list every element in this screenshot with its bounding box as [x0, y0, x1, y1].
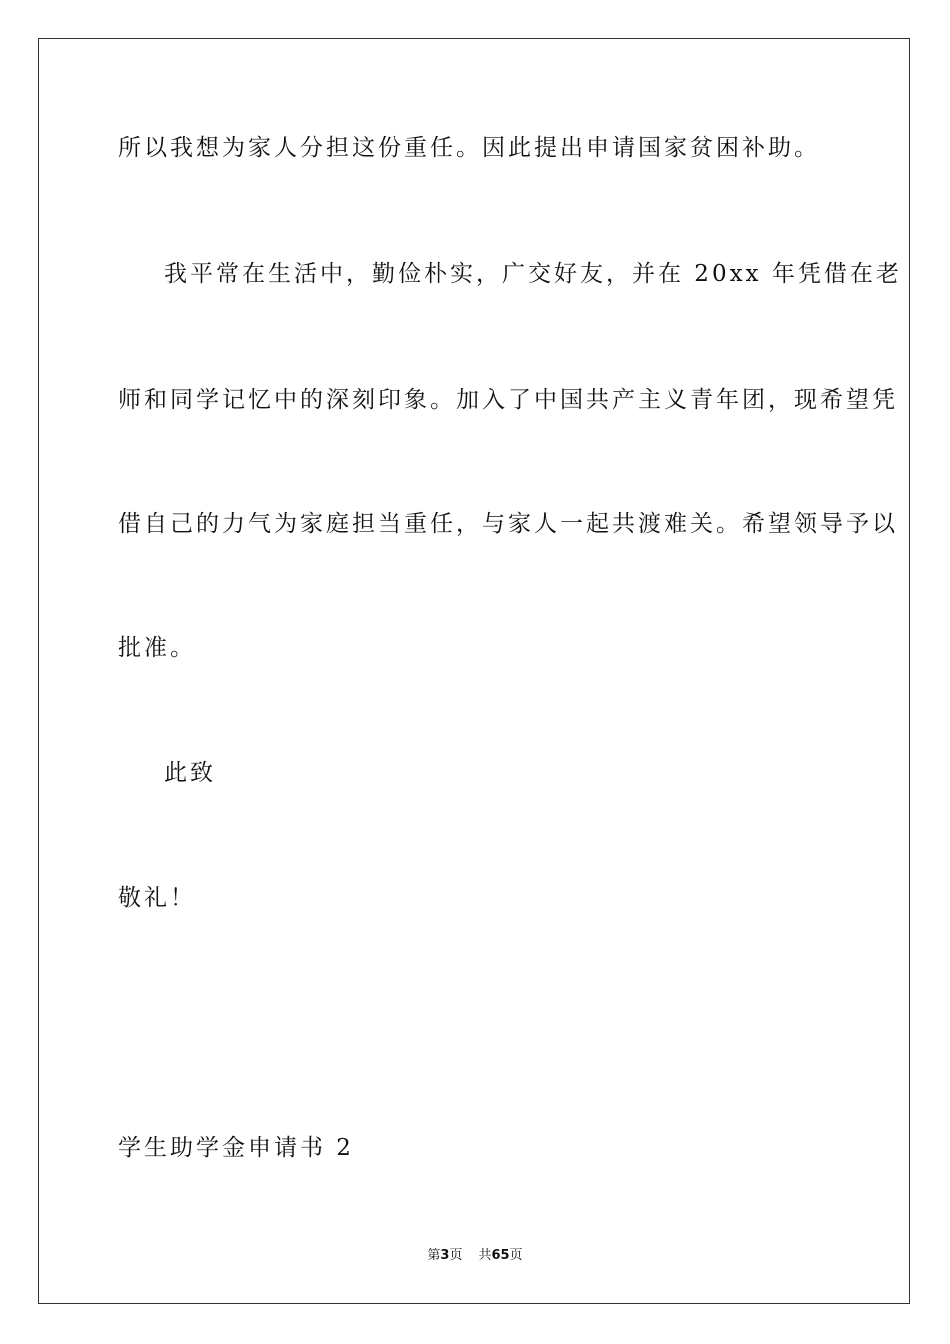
page-footer [0, 1246, 950, 1266]
body-line-4: 借自己的力气为家庭担当重任，与家人一起共渡难关。希望领导予以 [118, 511, 898, 537]
body-line-5: 批准。 [118, 635, 196, 661]
section-heading: 学生助学金申请书 2 [118, 1135, 354, 1161]
body-line-1: 所以我想为家人分担这份重任。因此提出申请国家贫困补助。 [118, 135, 820, 161]
body-line-3: 师和同学记忆中的深刻印象。加入了中国共产主义青年团，现希望凭 [118, 387, 898, 413]
footer-page-number: 3 [440, 1248, 450, 1263]
footer-page-prefix: 第 [427, 1248, 441, 1263]
page-border [38, 38, 910, 1304]
closing-regards: 敬礼！ [118, 885, 196, 911]
closing-salutation: 此致 [164, 760, 216, 786]
footer-total-pages: 65 [491, 1248, 510, 1263]
body-line-2: 我平常在生活中，勤俭朴实，广交好友，并在 20xx 年凭借在老 [164, 261, 902, 287]
footer-page-suffix: 页 [449, 1248, 463, 1263]
footer-total-prefix: 共 [478, 1248, 492, 1263]
footer-total-suffix: 页 [509, 1248, 523, 1263]
